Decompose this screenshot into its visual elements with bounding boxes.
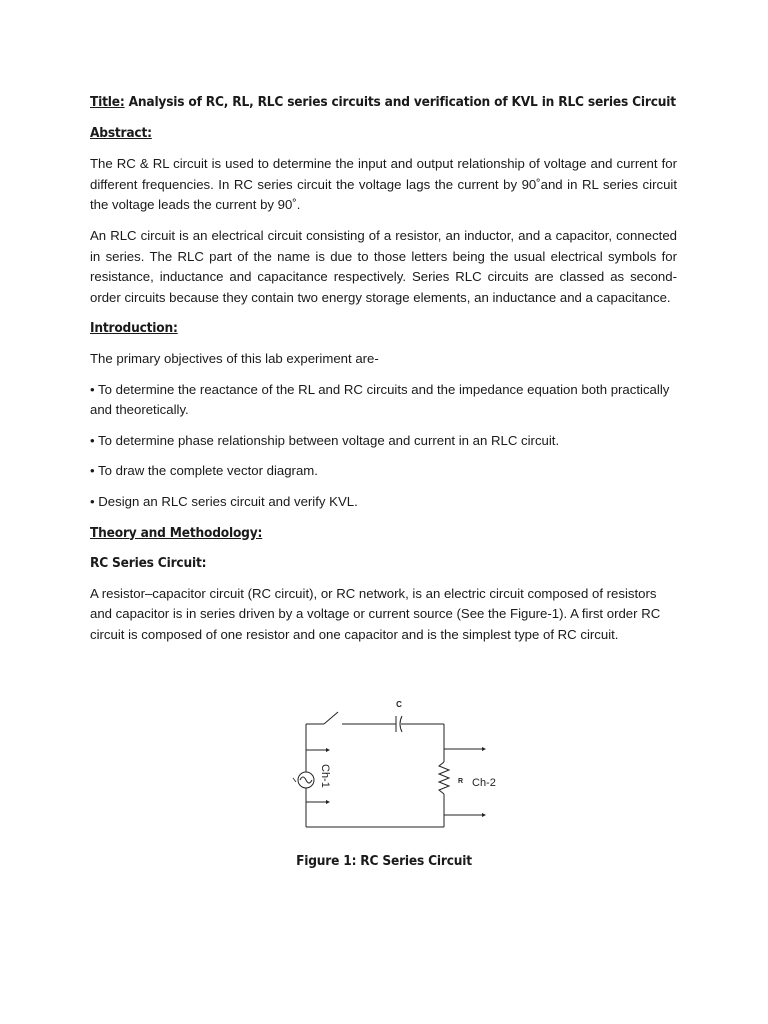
switch [324, 712, 338, 724]
rc-circuit-diagram [286, 692, 506, 832]
resistor [439, 762, 449, 794]
introduction-lead: The primary objectives of this lab experiment are- [90, 350, 379, 366]
objective-bullet-2: • To determine phase relationship between voltage and current in an RLC circuit. [90, 432, 560, 448]
arrow-icon [326, 800, 330, 804]
figure-caption: Figure 1: RC Series Circuit [296, 853, 472, 869]
theory-heading-text: Theory and Methodology: [90, 524, 263, 541]
rc-series-paragraph: A resistor–capacitor circuit (RC circuit), or RC network, is an electric circuit composed of resistors and capacitor is in series driven by a voltage or current source (See the Figure-1). A first order RC circuit is composed of one resistor and one capacitor and is the simplest type of RC circuit. [90, 585, 661, 642]
theory-heading [90, 523, 677, 544]
objective-bullet-1: • To determine the reactance of the RL and RC circuits and the impedance equation both practically and theoretically. [90, 381, 670, 418]
title-label: Title: [90, 94, 125, 110]
abstract-heading [90, 123, 677, 144]
arrow-icon [482, 747, 486, 751]
document-title [90, 92, 677, 113]
capacitor-label: C [396, 700, 402, 709]
objective-bullet-3: • To draw the complete vector diagram. [90, 463, 318, 479]
title-text: Analysis of RC, RL, RLC series circuits and verification of KVL in RLC series Circuit [124, 94, 676, 110]
introduction-heading-text: Introduction: [90, 320, 178, 337]
document-body [90, 92, 677, 655]
ch2-label: Ch-2 [472, 777, 496, 789]
introduction-heading [90, 318, 677, 339]
resistor-label: R [458, 778, 464, 785]
objective-bullet-4: • Design an RLC series circuit and verify KVL. [90, 493, 358, 509]
abstract-paragraph-1: The RC & RL circuit is used to determine the input and output relationship of voltage and current for different frequencies. In RC series circuit the voltage lags the current by 90˚and in RL series circuit the voltage leads the current by 90˚. [90, 156, 677, 213]
rc-series-subheading: RC Series Circuit: [90, 555, 207, 572]
ch1-label: Ch-1 [319, 764, 331, 788]
abstract-heading-text: Abstract: [90, 124, 152, 141]
ground-tick [293, 778, 296, 782]
arrow-icon [482, 813, 486, 817]
abstract-paragraph-2: An RLC circuit is an electrical circuit consisting of a resistor, an inductor, and a capacitor, connected in series. The RLC part of the name is due to those letters being the usual electrical symbols for resistance, inductance and capacitance respectively. Series RLC circuits are classed as second-order circuits because they contain two energy storage elements, an inductance and a capacitance. [90, 227, 677, 305]
arrow-icon [326, 748, 330, 752]
